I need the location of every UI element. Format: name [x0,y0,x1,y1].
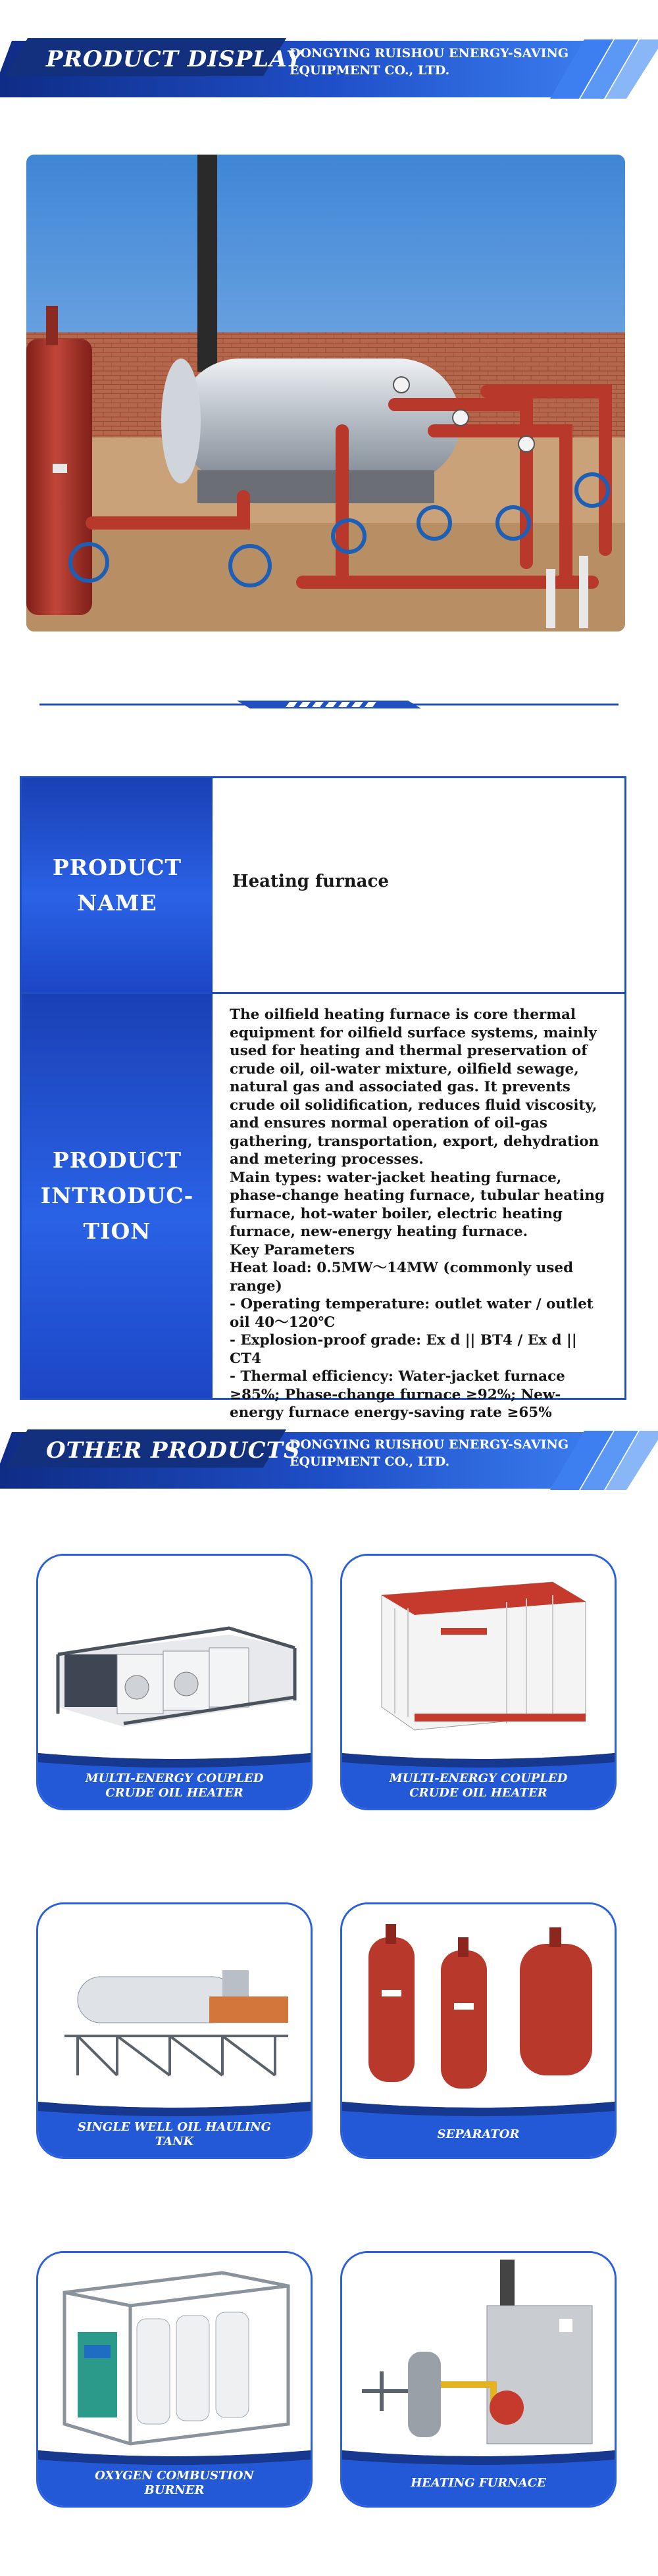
product-intro-label-line: INTRODUC- [40,1183,194,1208]
product-card-label[interactable]: OXYGEN COMBUSTION BURNER [95,2469,254,2497]
product-display-banner [0,33,658,105]
product-card[interactable] [36,1902,313,2159]
product-card-label[interactable]: SEPARATOR [437,2127,520,2141]
product-card[interactable] [340,1902,617,2159]
intro-paragraph: The oilfield heating furnace is core thermal equipment for oilfield surface systems, mainly used for heating and thermal preservation of crude oil, oil-water mixture, oilfield sewage, natural gas and associated gas. It prevents crude oil solidification, reduces fluid viscosity, and ensures normal operation of oil-gas gathering, transportation, export, dehydration and metering processes. [230,1006,599,1168]
product-card-footer [342,2102,615,2157]
section-divider [39,694,619,714]
product-card-footer [342,2450,615,2506]
product-thumbnail [342,1904,615,2102]
product-card[interactable] [340,2251,617,2508]
product-name-cell [219,778,614,992]
product-intro-text [230,1006,610,1422]
product-card-footer [38,1753,311,1808]
product-info-table [20,776,626,1421]
product-card[interactable] [340,1554,617,1810]
product-intro-cell [219,994,614,1421]
product-thumbnail [342,2253,615,2450]
banner-title: PRODUCT DISPLAY [46,46,303,72]
product-card-label[interactable]: HEATING FURNACE [411,2476,546,2490]
product-name-label-line: NAME [77,889,157,916]
product-thumbnail [38,1904,311,2102]
product-card-footer [342,1753,615,1808]
product-intro-label-line: TION [83,1218,151,1244]
product-card-footer [38,2102,311,2157]
product-card[interactable] [36,2251,313,2508]
other-products-banner [0,1424,658,1497]
hero-product-photo [26,155,625,632]
intro-paragraph: - Operating temperature: outlet water / outlet oil 40～120℃ [230,1296,594,1331]
intro-paragraph: - Thermal efficiency: Water-jacket furnace ≥85%; Phase-change furnace ≥92%; New-energy furnace energy-saving rate ≥65% [230,1368,565,1421]
intro-paragraph: Main types: water-jacket heating furnace, phase-change heating furnace, tubular heating furnace, hot-water boiler, electric heating furnace, new-energy heating furnace. [230,1169,605,1240]
product-card-label[interactable]: MULTI-ENERGY COUPLED CRUDE OIL HEATER [389,1771,568,1800]
banner-company: DONGYING RUISHOU ENERGY-SAVING EQUIPMENT CO., LTD. [290,1437,569,1469]
product-intro-label [22,994,213,1398]
product-card[interactable] [36,1554,313,1810]
product-card-footer [38,2450,311,2506]
product-name-label-line: PRODUCT [52,854,182,880]
product-name-row [22,778,624,994]
product-thumbnail [38,1556,311,1753]
banner-company: DONGYING RUISHOU ENERGY-SAVING EQUIPMENT CO., LTD. [290,46,569,78]
banner-title: OTHER PRODUCTS [46,1437,301,1464]
intro-paragraph: Heat load: 0.5MW～14MW (commonly used range) [230,1260,574,1295]
product-card-label[interactable]: MULTI-ENERGY COUPLED CRUDE OIL HEATER [85,1771,264,1800]
product-name-label [22,778,213,992]
product-card-label[interactable]: SINGLE WELL OIL HAULING TANK [78,2120,271,2148]
intro-paragraph: Key Parameters [230,1241,355,1258]
intro-paragraph: - Explosion-proof grade: Ex d || BT4 / Ex d || CT4 [230,1332,577,1367]
product-thumbnail [342,1556,615,1753]
product-intro-row [22,994,624,1421]
product-name-value: Heating furnace [232,872,389,891]
product-thumbnail [38,2253,311,2450]
product-intro-label-line: PRODUCT [52,1147,182,1173]
